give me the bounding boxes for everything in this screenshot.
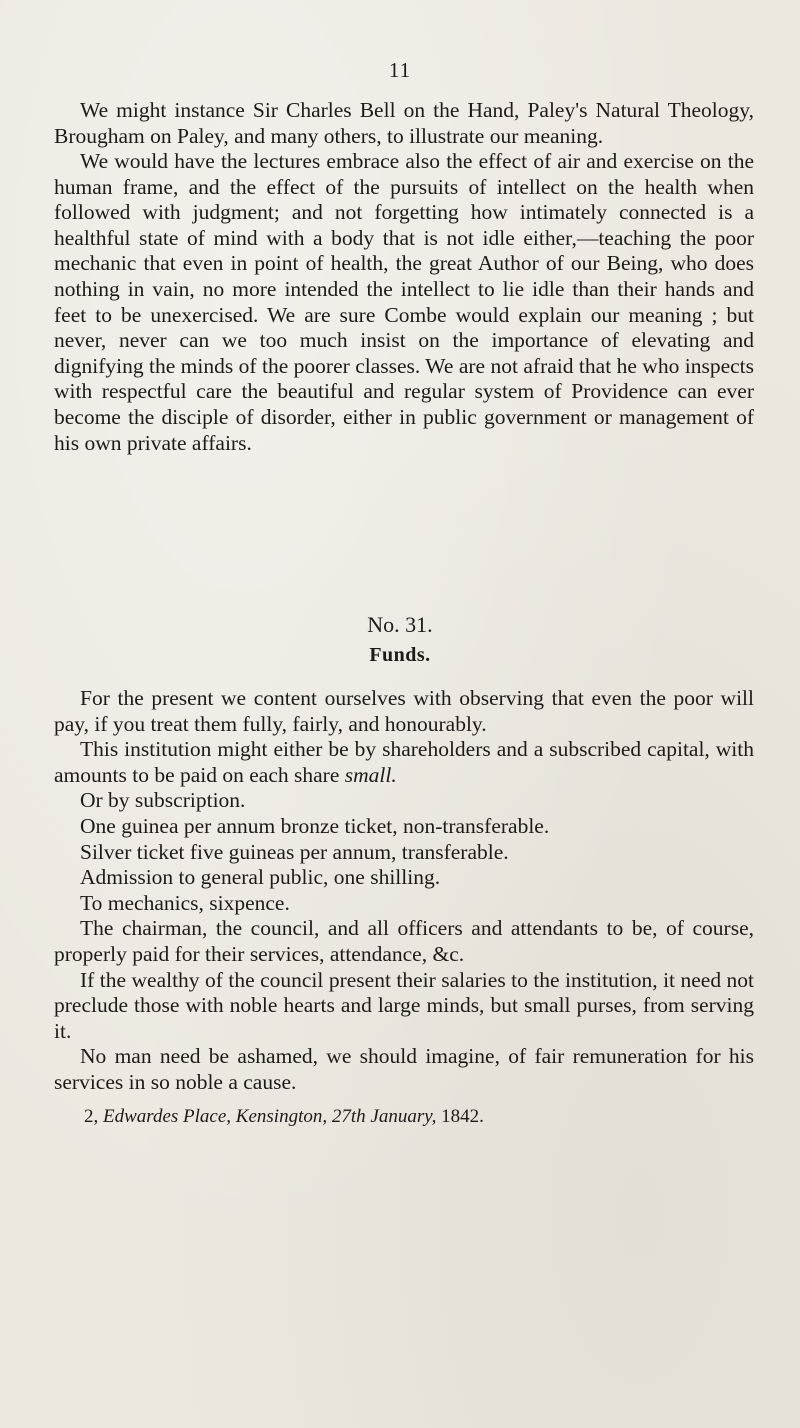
funds-line: For the present we content ourselves with observing that even the poor will pay, if you treat them fully, fairly, and honourably. [54, 686, 754, 736]
funds-line-text: This institution might either be by shareholders and a subscribed capital, with amounts to be paid on each share [54, 737, 754, 787]
section-number: No. 31. [367, 612, 433, 637]
funds-line: One guinea per annum bronze ticket, non-transferable. [80, 813, 550, 838]
closing-address [84, 1106, 484, 1128]
funds-section [54, 686, 754, 1096]
paragraph-lectures [54, 149, 754, 456]
funds-line-emphasis: small. [344, 762, 397, 787]
address-number: 2, [84, 1106, 99, 1127]
paragraph-references [54, 98, 754, 149]
section-title: Funds. [369, 644, 431, 666]
funds-line: No man need be ashamed, we should imagine, of fair remuneration for his services in so noble a cause. [54, 1044, 754, 1094]
address-year: 1842. [441, 1106, 484, 1127]
address-place: Edwardes Place, Kensington, 27th January, [103, 1106, 437, 1127]
funds-line: The chairman, the council, and all officers and attendants to be, of course, properly paid for their services, attendance, &c. [54, 916, 754, 966]
paragraph-text: We would have the lectures embrace also the effect of air and exercise on the human frame, and the effect of the pursuits of intellect on the health when followed with judgment; and not forgetting how intimately connected is a healthful state of mind with a body that is not idle either,—teaching the poor mechanic that even in point of health, the great Author of our Being, who does nothing in vain, no more intended the intellect to lie idle than their hands and feet to be unexercised. We are sure Combe would explain our meaning ; but never, never can we too much insist on the importance of elevating and dignifying the minds of the poorer classes. We are not afraid that he who inspects with respectful care the beautiful and regular system of Providence can ever become the disciple of disorder, either in public government or management of his own private affairs. [54, 149, 754, 455]
funds-line: Silver ticket five guineas per annum, transferable. [80, 839, 509, 864]
funds-line: Or by subscription. [80, 788, 246, 813]
funds-line: If the wealthy of the council present their salaries to the institution, it need not preclude those with noble hearts and large minds, but small purses, from serving it. [54, 967, 754, 1043]
funds-line: To mechanics, sixpence. [80, 890, 290, 915]
paragraph-text: We might instance Sir Charles Bell on the Hand, Paley's Natural Theology, Brougham on Paley, and many others, to illustrate our meaning. [54, 98, 754, 148]
funds-line: Admission to general public, one shilling. [80, 865, 441, 890]
funds-line [54, 737, 754, 788]
page-number: 11 [388, 58, 412, 82]
